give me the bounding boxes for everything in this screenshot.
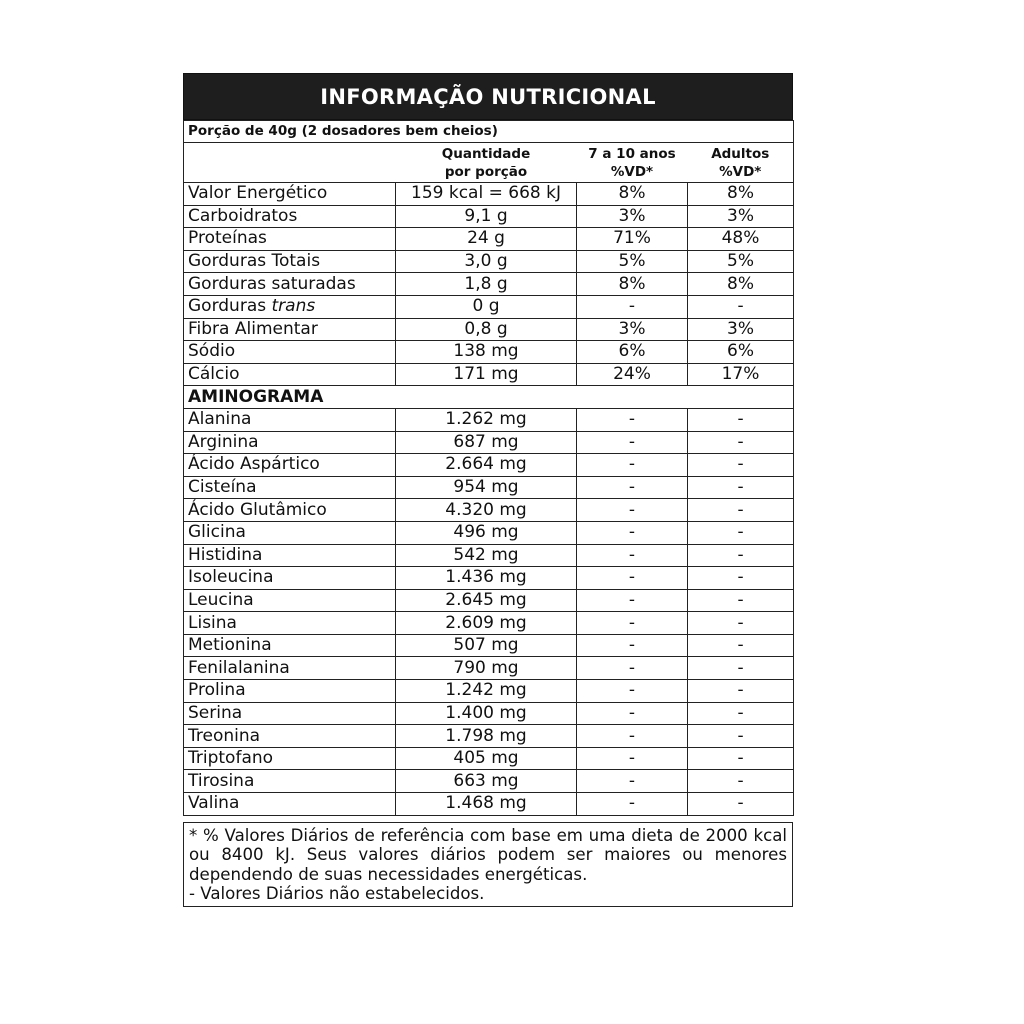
amino-acid-amount: 1.436 mg bbox=[396, 567, 577, 590]
nutrient-amount: 0,8 g bbox=[396, 318, 577, 341]
nutrient-name: Sódio bbox=[184, 341, 396, 364]
amino-acid-name: Leucina bbox=[184, 589, 396, 612]
amino-acid-row bbox=[184, 589, 794, 612]
amino-acid-vd-kids: - bbox=[577, 702, 688, 725]
nutrient-name: Carboidratos bbox=[184, 205, 396, 228]
footnote bbox=[183, 822, 793, 907]
nutrient-row bbox=[184, 228, 794, 251]
amino-acid-name: Serina bbox=[184, 702, 396, 725]
amino-acid-row bbox=[184, 770, 794, 793]
amino-acid-row bbox=[184, 544, 794, 567]
amino-acid-vd-adults: - bbox=[688, 544, 794, 567]
amino-acid-vd-kids: - bbox=[577, 589, 688, 612]
amino-acid-vd-adults: - bbox=[688, 634, 794, 657]
nutrient-name: Gorduras saturadas bbox=[184, 273, 396, 296]
amino-acid-vd-adults: - bbox=[688, 702, 794, 725]
header-kids-line2: %VD* bbox=[610, 164, 654, 180]
amino-acid-name: Arginina bbox=[184, 431, 396, 454]
header-adults-vd bbox=[688, 143, 794, 183]
amino-acid-amount: 2.664 mg bbox=[396, 454, 577, 477]
header-quantity bbox=[396, 143, 577, 183]
nutrient-row bbox=[184, 295, 794, 318]
amino-acid-row bbox=[184, 702, 794, 725]
amino-acid-name: Metionina bbox=[184, 634, 396, 657]
nutrient-row bbox=[184, 318, 794, 341]
amino-acid-amount: 1.400 mg bbox=[396, 702, 577, 725]
nutrient-amount: 159 kcal = 668 kJ bbox=[396, 183, 577, 206]
nutrient-amount: 138 mg bbox=[396, 341, 577, 364]
nutrient-row bbox=[184, 363, 794, 386]
amino-acid-vd-kids: - bbox=[577, 408, 688, 431]
nutrient-name-italic: trans bbox=[271, 296, 316, 317]
amino-acid-amount: 790 mg bbox=[396, 657, 577, 680]
nutrient-vd-adults: 6% bbox=[688, 341, 794, 364]
amino-acid-amount: 2.645 mg bbox=[396, 589, 577, 612]
amino-acid-vd-kids: - bbox=[577, 521, 688, 544]
nutrient-name bbox=[184, 295, 396, 318]
amino-acid-vd-kids: - bbox=[577, 793, 688, 816]
nutrient-vd-adults: - bbox=[688, 295, 794, 318]
amino-acid-vd-adults: - bbox=[688, 431, 794, 454]
amino-acid-amount: 542 mg bbox=[396, 544, 577, 567]
nutrient-vd-kids: 3% bbox=[577, 318, 688, 341]
aminogram-section-row bbox=[184, 386, 794, 409]
amino-acid-row bbox=[184, 454, 794, 477]
amino-acid-vd-kids: - bbox=[577, 680, 688, 703]
header-adults-line2: %VD* bbox=[719, 164, 762, 180]
amino-acid-row bbox=[184, 499, 794, 522]
amino-acid-vd-kids: - bbox=[577, 747, 688, 770]
amino-acid-row bbox=[184, 521, 794, 544]
amino-acid-vd-adults: - bbox=[688, 680, 794, 703]
amino-acid-vd-adults: - bbox=[688, 499, 794, 522]
nutrient-vd-kids: 6% bbox=[577, 341, 688, 364]
footnote-not-established-text: - Valores Diários não estabelecidos. bbox=[189, 884, 485, 904]
amino-acid-vd-kids: - bbox=[577, 612, 688, 635]
header-quantity-line1: Quantidade bbox=[441, 146, 531, 162]
amino-acid-vd-adults: - bbox=[688, 612, 794, 635]
amino-acid-vd-kids: - bbox=[577, 567, 688, 590]
nutrient-vd-kids: 5% bbox=[577, 250, 688, 273]
nutrient-row bbox=[184, 183, 794, 206]
amino-acid-row bbox=[184, 431, 794, 454]
amino-acid-vd-kids: - bbox=[577, 499, 688, 522]
header-row bbox=[184, 143, 794, 183]
amino-acid-row bbox=[184, 725, 794, 748]
amino-acid-amount: 405 mg bbox=[396, 747, 577, 770]
amino-acid-vd-kids: - bbox=[577, 454, 688, 477]
nutrient-vd-kids: 71% bbox=[577, 228, 688, 251]
portion-text: Porção de 40g (2 dosadores bem cheios) bbox=[184, 121, 794, 143]
amino-acid-vd-kids: - bbox=[577, 476, 688, 499]
amino-acid-vd-adults: - bbox=[688, 521, 794, 544]
amino-acid-amount: 496 mg bbox=[396, 521, 577, 544]
nutrient-vd-adults: 48% bbox=[688, 228, 794, 251]
aminogram-title: AMINOGRAMA bbox=[184, 386, 794, 409]
amino-acid-vd-adults: - bbox=[688, 793, 794, 816]
amino-acid-amount: 663 mg bbox=[396, 770, 577, 793]
amino-acid-amount: 2.609 mg bbox=[396, 612, 577, 635]
amino-acid-vd-kids: - bbox=[577, 770, 688, 793]
nutrition-facts-label bbox=[183, 73, 793, 907]
amino-acid-amount: 1.468 mg bbox=[396, 793, 577, 816]
amino-acid-vd-adults: - bbox=[688, 408, 794, 431]
amino-acid-vd-kids: - bbox=[577, 725, 688, 748]
nutrient-name-prefix: Gorduras bbox=[188, 296, 272, 317]
amino-acid-vd-adults: - bbox=[688, 657, 794, 680]
nutrient-name: Proteínas bbox=[184, 228, 396, 251]
nutrient-vd-kids: - bbox=[577, 295, 688, 318]
header-adults-line1: Adultos bbox=[711, 146, 770, 162]
amino-acid-row bbox=[184, 634, 794, 657]
amino-acid-name: Isoleucina bbox=[184, 567, 396, 590]
nutrient-amount: 0 g bbox=[396, 295, 577, 318]
amino-acid-name: Lisina bbox=[184, 612, 396, 635]
nutrition-table bbox=[183, 120, 794, 816]
amino-acid-name: Tirosina bbox=[184, 770, 396, 793]
amino-acid-row bbox=[184, 476, 794, 499]
amino-acid-name: Ácido Aspártico bbox=[184, 454, 396, 477]
nutrient-vd-adults: 8% bbox=[688, 273, 794, 296]
nutrient-vd-adults: 5% bbox=[688, 250, 794, 273]
header-kids-vd bbox=[577, 143, 688, 183]
header-kids-line1: 7 a 10 anos bbox=[588, 146, 676, 162]
amino-acid-row bbox=[184, 567, 794, 590]
amino-acid-name: Fenilalanina bbox=[184, 657, 396, 680]
amino-acid-name: Glicina bbox=[184, 521, 396, 544]
amino-acid-name: Alanina bbox=[184, 408, 396, 431]
nutrient-vd-kids: 8% bbox=[577, 273, 688, 296]
amino-acid-amount: 1.798 mg bbox=[396, 725, 577, 748]
amino-acid-row bbox=[184, 747, 794, 770]
amino-acid-amount: 954 mg bbox=[396, 476, 577, 499]
amino-acid-name: Valina bbox=[184, 793, 396, 816]
header-blank bbox=[184, 143, 396, 183]
amino-acid-amount: 1.242 mg bbox=[396, 680, 577, 703]
amino-acid-vd-adults: - bbox=[688, 770, 794, 793]
amino-acid-amount: 687 mg bbox=[396, 431, 577, 454]
amino-acid-row bbox=[184, 793, 794, 816]
nutrient-vd-adults: 8% bbox=[688, 183, 794, 206]
amino-acid-name: Cisteína bbox=[184, 476, 396, 499]
nutrient-name: Cálcio bbox=[184, 363, 396, 386]
nutrient-amount: 24 g bbox=[396, 228, 577, 251]
nutrient-vd-adults: 17% bbox=[688, 363, 794, 386]
amino-acid-vd-adults: - bbox=[688, 747, 794, 770]
nutrient-name: Fibra Alimentar bbox=[184, 318, 396, 341]
amino-acid-name: Prolina bbox=[184, 680, 396, 703]
amino-acid-vd-adults: - bbox=[688, 725, 794, 748]
amino-acid-row bbox=[184, 680, 794, 703]
nutrient-vd-kids: 8% bbox=[577, 183, 688, 206]
amino-acid-vd-kids: - bbox=[577, 634, 688, 657]
amino-acid-vd-adults: - bbox=[688, 567, 794, 590]
nutrient-vd-adults: 3% bbox=[688, 318, 794, 341]
amino-acid-amount: 4.320 mg bbox=[396, 499, 577, 522]
amino-acid-vd-adults: - bbox=[688, 454, 794, 477]
portion-row bbox=[184, 121, 794, 143]
nutrient-row bbox=[184, 273, 794, 296]
label-title: INFORMAÇÃO NUTRICIONAL bbox=[183, 73, 793, 120]
amino-acid-vd-kids: - bbox=[577, 657, 688, 680]
amino-acid-vd-kids: - bbox=[577, 544, 688, 567]
nutrient-vd-kids: 3% bbox=[577, 205, 688, 228]
amino-acid-name: Treonina bbox=[184, 725, 396, 748]
nutrient-amount: 9,1 g bbox=[396, 205, 577, 228]
amino-acid-name: Ácido Glutâmico bbox=[184, 499, 396, 522]
amino-acid-name: Triptofano bbox=[184, 747, 396, 770]
nutrient-amount: 171 mg bbox=[396, 363, 577, 386]
amino-acid-vd-adults: - bbox=[688, 476, 794, 499]
nutrient-row bbox=[184, 205, 794, 228]
amino-acid-row bbox=[184, 408, 794, 431]
nutrient-row bbox=[184, 341, 794, 364]
header-quantity-line2: por porção bbox=[444, 164, 528, 180]
amino-acid-amount: 1.262 mg bbox=[396, 408, 577, 431]
nutrient-name: Gorduras Totais bbox=[184, 250, 396, 273]
nutrient-row bbox=[184, 250, 794, 273]
nutrient-vd-adults: 3% bbox=[688, 205, 794, 228]
amino-acid-vd-kids: - bbox=[577, 431, 688, 454]
nutrient-name: Valor Energético bbox=[184, 183, 396, 206]
amino-acid-name: Histidina bbox=[184, 544, 396, 567]
footnote-reference-text: * % Valores Diários de referência com base em uma dieta de 2000 kcal ou 8400 kJ. Seus valores diários podem ser maiores ou menores dependendo de suas necessidades energéticas. bbox=[189, 825, 787, 884]
nutrient-amount: 1,8 g bbox=[396, 273, 577, 296]
nutrient-vd-kids: 24% bbox=[577, 363, 688, 386]
amino-acid-row bbox=[184, 612, 794, 635]
nutrient-amount: 3,0 g bbox=[396, 250, 577, 273]
amino-acid-row bbox=[184, 657, 794, 680]
amino-acid-amount: 507 mg bbox=[396, 634, 577, 657]
amino-acid-vd-adults: - bbox=[688, 589, 794, 612]
